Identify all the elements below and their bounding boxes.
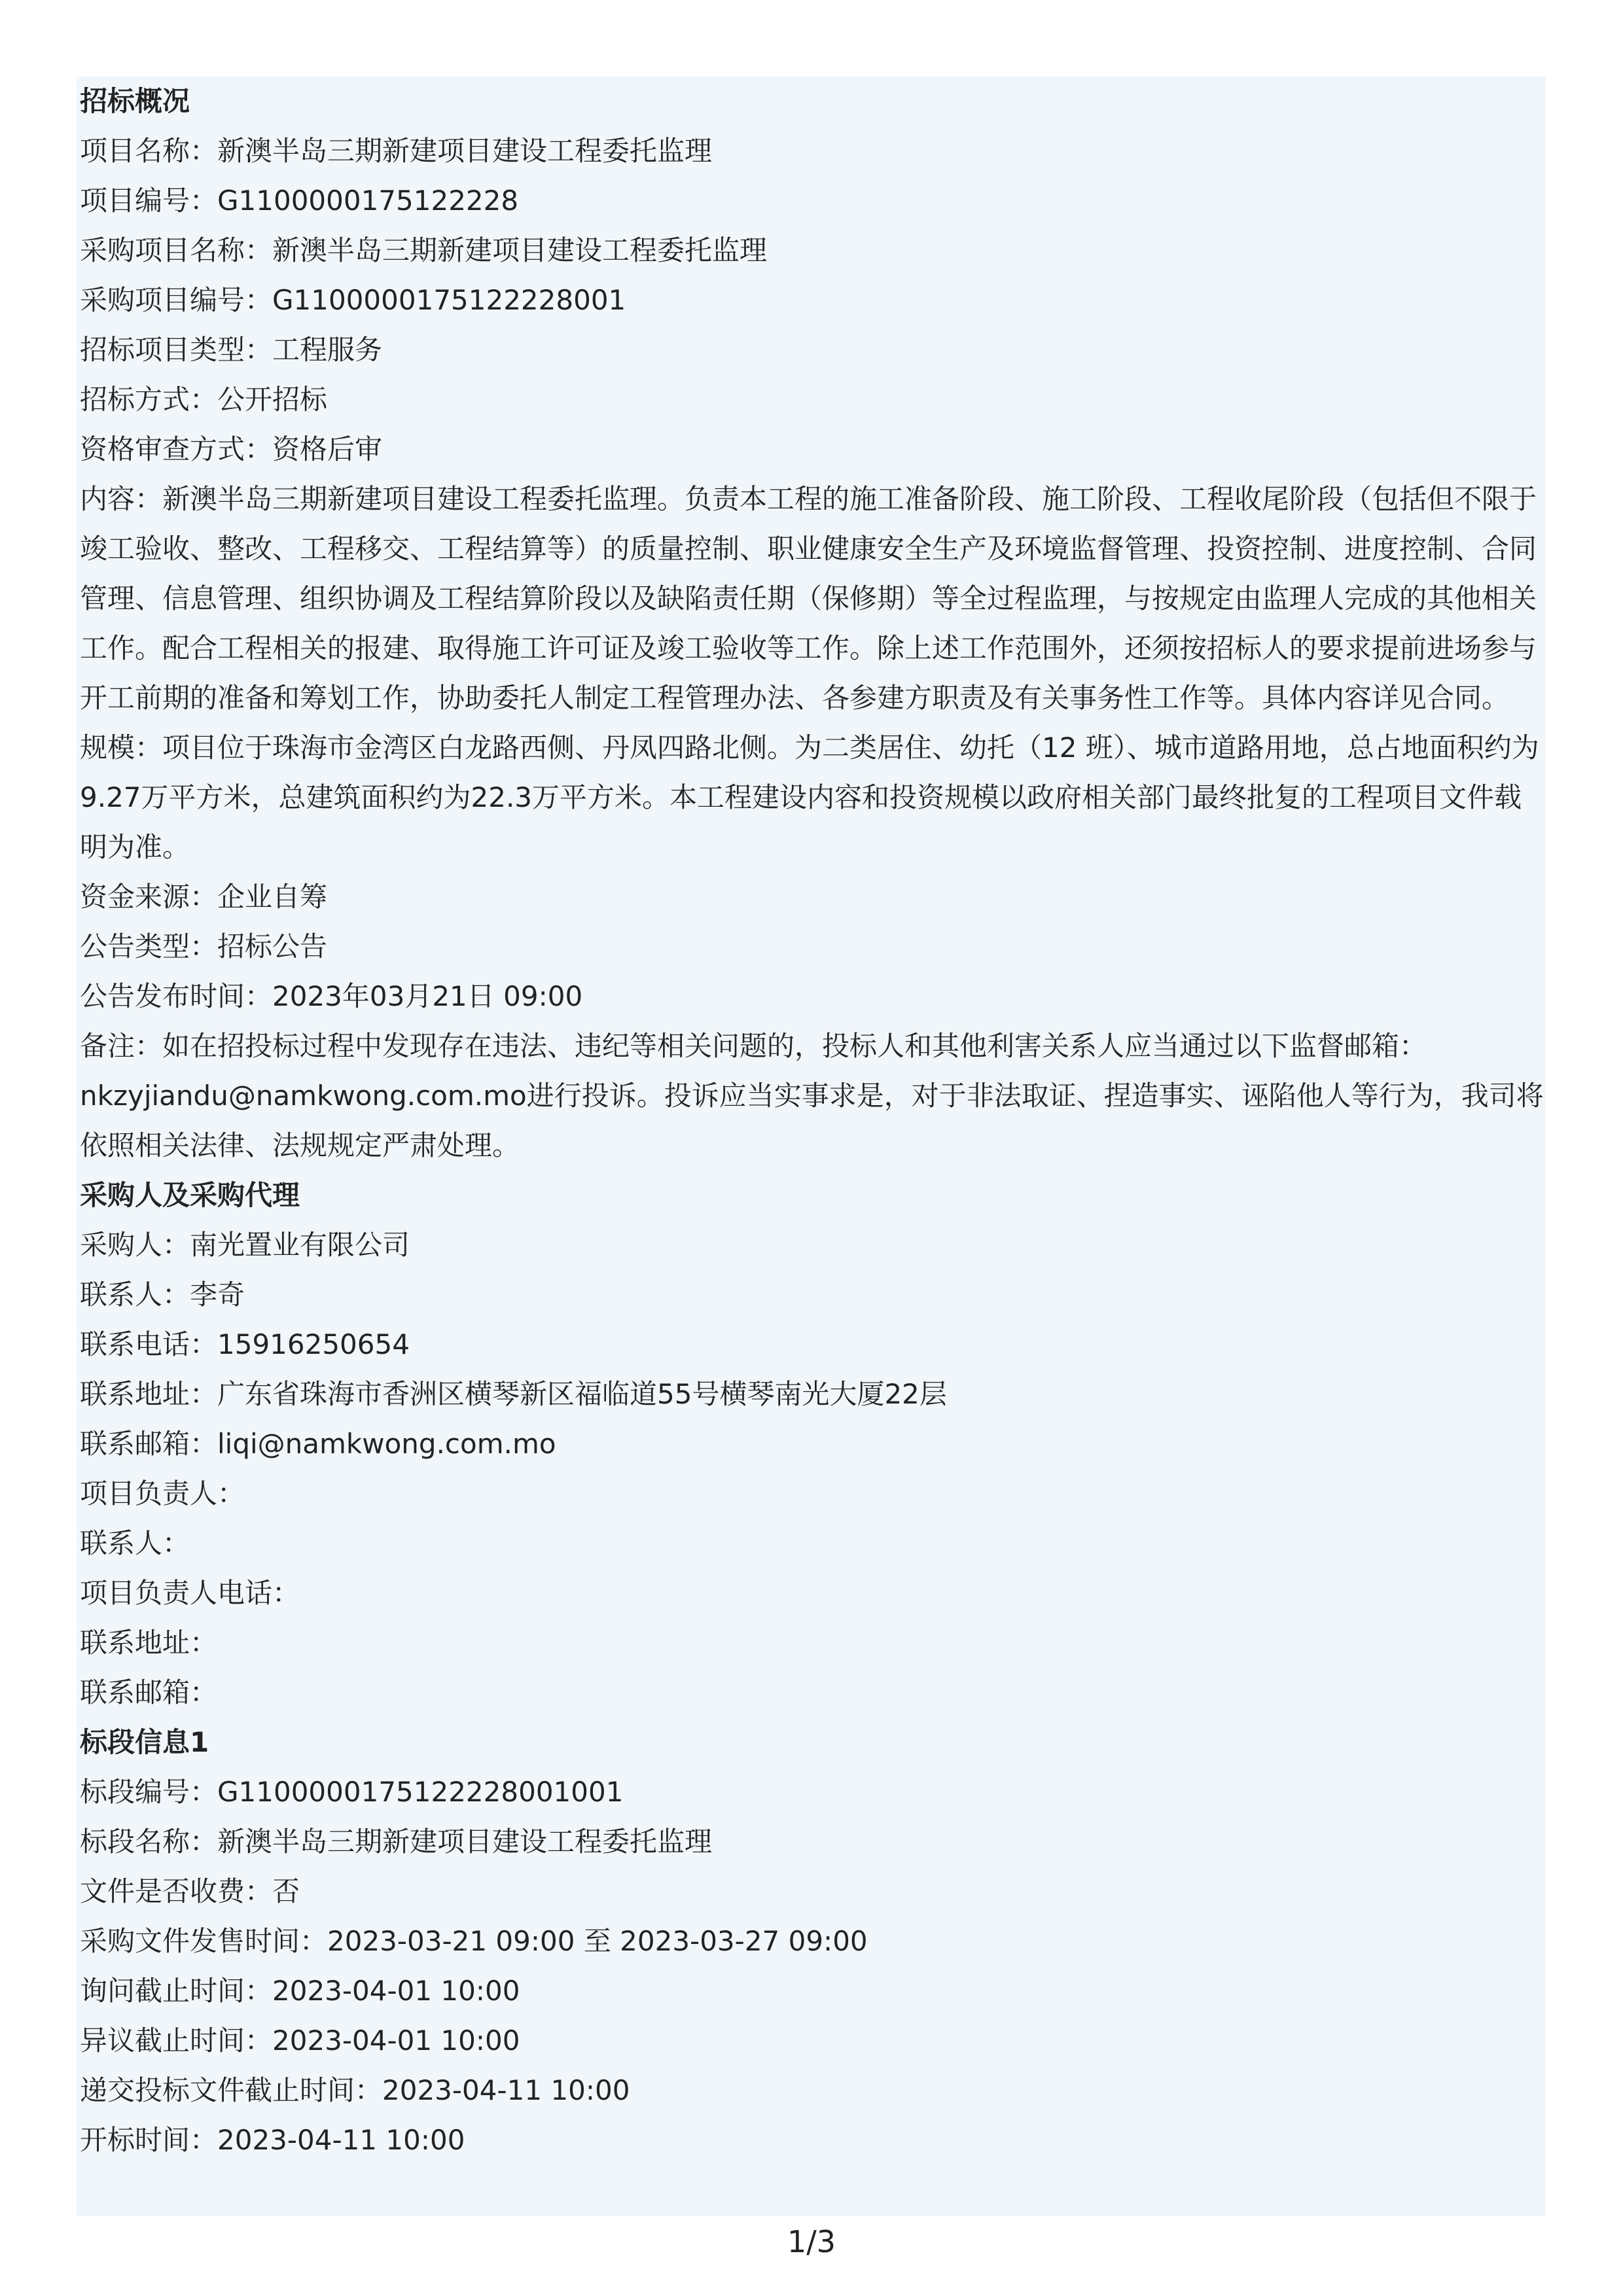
inquiry-deadline: 询问截止时间：2023-04-01 10:00 — [80, 1975, 520, 2007]
project-manager-address: 联系地址： — [80, 1627, 218, 1659]
project-manager: 项目负责人： — [80, 1477, 245, 1510]
content-paragraph: 内容：新澳半岛三期新建项目建设工程委托监理。负责本工程的施工准备阶段、施工阶段、工程收尾阶段（包括但不限于竣工验收、整改、工程移交、工程结算等）的质量控制、职业健康安全生产及环境监督管理、投资控制、进度控制、合同管理、信息管理、组织协调及工程结算阶段以及缺陷责任期（保修期）等全过程监理，与按规定由监理人完成的其他相关工作。配合工程相关的报建、取得施工许可证及竣工验收等工作。除上述工作范围外，还须按招标人的要求提前进场参与开工前期的准备和筹划工作，协助委托人制定工程管理办法、各参建方职责及有关事务性工作等。具体内容详见合同。 — [80, 483, 1537, 714]
purchaser-phone: 联系电话：15916250654 — [80, 1328, 410, 1360]
submit-deadline: 递交投标文件截止时间：2023-04-11 10:00 — [80, 2074, 630, 2106]
project-manager-phone: 项目负责人电话： — [80, 1577, 300, 1609]
scale-paragraph: 规模：项目位于珠海市金湾区白龙路西侧、丹凤四路北侧。为二类居住、幼托（12 班）、城市道路用地，总占地面积约为9.27万平方米，总建筑面积约为22.3万平方米。本工程建设内容和投资规模以政府相关部门最终批复的工程项目文件载明为准。 — [80, 732, 1539, 863]
purchaser-name: 采购人：南光置业有限公司 — [80, 1229, 410, 1261]
project-manager-contact: 联系人： — [80, 1527, 190, 1559]
document-content — [80, 77, 1546, 2165]
purchaser-address: 联系地址：广东省珠海市香洲区横琴新区福临道55号横琴南光大厦22层 — [80, 1378, 947, 1410]
project-code: 项目编号：G1100000175122228 — [80, 185, 519, 217]
section-heading-purchaser: 采购人及采购代理 — [80, 1179, 300, 1211]
section-heading-lot1: 标段信息1 — [80, 1726, 209, 1758]
objection-deadline: 异议截止时间：2023-04-01 10:00 — [80, 2024, 520, 2057]
project-manager-email: 联系邮箱： — [80, 1676, 218, 1708]
project-type: 招标项目类型：工程服务 — [80, 334, 383, 366]
qualification-method: 资格审查方式：资格后审 — [80, 433, 383, 465]
purchase-code: 采购项目编号：G1100000175122228001 — [80, 284, 626, 316]
sale-time: 采购文件发售时间：2023-03-21 09:00 至 2023-03-27 09:00 — [80, 1925, 868, 1957]
document-fee: 文件是否收费：否 — [80, 1875, 300, 1907]
purchaser-email: 联系邮箱：liqi@namkwong.com.mo — [80, 1428, 556, 1460]
purchaser-contact: 联系人：李奇 — [80, 1279, 245, 1311]
project-name: 项目名称：新澳半岛三期新建项目建设工程委托监理 — [80, 135, 713, 167]
page-number: 1/3 — [787, 2224, 836, 2259]
lot-name: 标段名称：新澳半岛三期新建项目建设工程委托监理 — [80, 1826, 713, 1858]
purchase-name: 采购项目名称：新澳半岛三期新建项目建设工程委托监理 — [80, 234, 768, 266]
fund-source: 资金来源：企业自筹 — [80, 881, 328, 913]
lot-code: 标段编号：G1100000175122228001001 — [80, 1776, 624, 1808]
notice-type: 公告类型：招标公告 — [80, 930, 328, 963]
section-heading-overview: 招标概况 — [80, 85, 190, 117]
publish-time: 公告发布时间：2023年03月21日 09:00 — [80, 980, 583, 1012]
remark-paragraph: 备注：如在招投标过程中发现存在违法、违纪等相关问题的，投标人和其他利害关系人应当通过以下监督邮箱：nkzyjiandu@namkwong.com.mo进行投诉。投诉应当实事求是，对于非法取证、捏造事实、诬陷他人等行为，我司将依照相关法律、法规规定严肃处理。 — [80, 1030, 1544, 1161]
bid-method: 招标方式：公开招标 — [80, 383, 328, 415]
open-time: 开标时间：2023-04-11 10:00 — [80, 2124, 465, 2156]
